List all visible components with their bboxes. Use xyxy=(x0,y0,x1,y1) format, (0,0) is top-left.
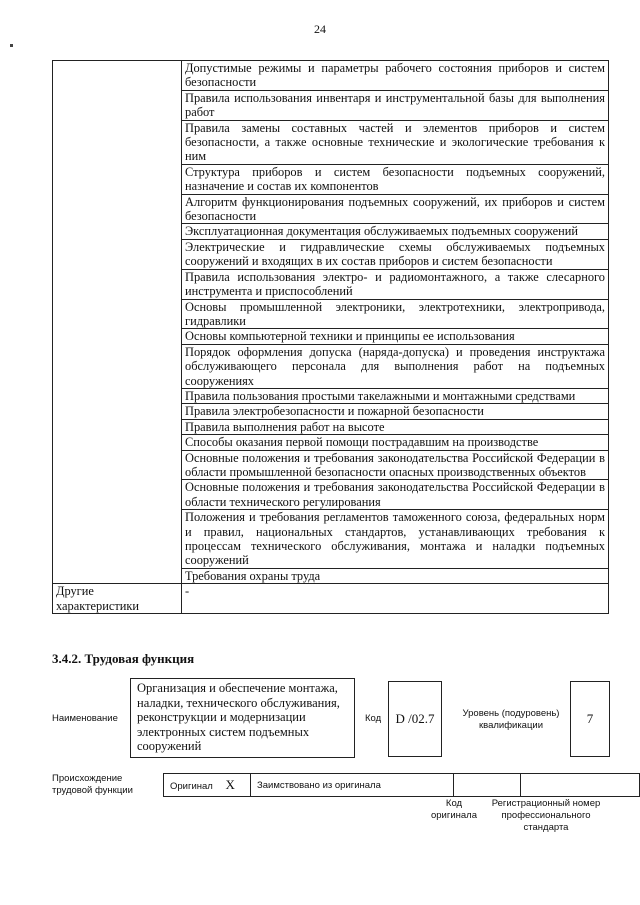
knowledge-item: Основы компьютерной техники и принципы ее использования xyxy=(182,329,609,344)
knowledge-item: Основы промышленной электроники, электротехники, электропривода, гидравлики xyxy=(182,299,609,329)
knowledge-item: Правила выполнения работ на высоте xyxy=(182,419,609,434)
knowledge-item: Правила пользования простыми такелажными и монтажными средствами xyxy=(182,388,609,403)
knowledge-item: Электрические и гидравлические схемы обслуживаемых подъемных сооружений и входящих в их состав приборов и систем безопасности xyxy=(182,239,609,269)
knowledge-item: Допустимые режимы и параметры рабочего состояния приборов и систем безопасности xyxy=(182,61,609,91)
labor-function-name: Организация и обеспечение монтажа, наладки, технического обслуживания, реконструкции и модернизации электронных систем подъемных сооружений xyxy=(130,678,355,758)
other-characteristics-label: Другие характеристики xyxy=(53,584,182,614)
knowledge-table-body xyxy=(53,61,609,614)
knowledge-item: Эксплуатационная документация обслуживаемых подъемных сооружений xyxy=(182,224,609,239)
page-number: 24 xyxy=(314,22,326,36)
knowledge-item: Требования охраны труда xyxy=(182,568,609,583)
knowledge-table xyxy=(52,60,609,614)
original-label: Оригинал xyxy=(170,781,213,792)
knowledge-label-cell xyxy=(53,61,182,91)
original-cell xyxy=(164,774,251,797)
knowledge-item: Способы оказания первой помощи пострадавшим на производстве xyxy=(182,435,609,450)
reg-number-label: Регистрационный номер профессионального стандарта xyxy=(491,798,601,833)
margin-mark xyxy=(10,44,13,47)
other-characteristics-value: - xyxy=(182,584,609,614)
code-label: Код xyxy=(365,713,382,724)
level-value: 7 xyxy=(570,681,610,757)
code-original-label: Код оригинала xyxy=(430,798,477,821)
knowledge-item: Правила использования инвентаря и инструментальной базы для выполнения работ xyxy=(182,90,609,120)
knowledge-item: Правила электробезопасности и пожарной безопасности xyxy=(182,404,609,419)
borrowed-label: Заимствовано из оригинала xyxy=(251,774,454,797)
code-original-cell xyxy=(454,774,521,797)
name-label: Наименование xyxy=(52,713,118,724)
original-mark: X xyxy=(225,777,235,792)
origin-table xyxy=(163,773,640,797)
code-value: D /02.7 xyxy=(388,681,442,757)
knowledge-item: Структура приборов и систем безопасности подъемных сооружений, назначение и состав их компонентов xyxy=(182,164,609,194)
knowledge-item: Алгоритм функционирования подъемных сооружений, их приборов и систем безопасности xyxy=(182,194,609,224)
origin-label: Происхождение трудовой функции xyxy=(52,773,133,796)
knowledge-item: Основные положения и требования законодательства Российской Федерации в области технического регулирования xyxy=(182,480,609,510)
reg-number-cell xyxy=(521,774,640,797)
level-label: Уровень (подуровень) квалификации xyxy=(462,708,560,731)
knowledge-item: Правила использования электро- и радиомонтажного, а также слесарного инструмента и приспособлений xyxy=(182,269,609,299)
knowledge-item: Основные положения и требования законодательства Российской Федерации в области промышленной безопасности опасных производственных объектов xyxy=(182,450,609,480)
knowledge-item: Порядок оформления допуска (наряда-допуска) и проведения инструктажа обслуживающего персонала для выполнения работ на подъемных сооружениях xyxy=(182,344,609,388)
knowledge-item: Правила замены составных частей и элементов приборов и систем безопасности, а также основные технические и экологические требования к ним xyxy=(182,120,609,164)
section-title: 3.4.2. Трудовая функция xyxy=(52,651,195,666)
knowledge-item: Положения и требования регламентов таможенного союза, федеральных норм и правил, национальных стандартов, устанавливающих требования к процессам технического обслуживания, монтажа и наладки подъемных сооружений xyxy=(182,510,609,569)
